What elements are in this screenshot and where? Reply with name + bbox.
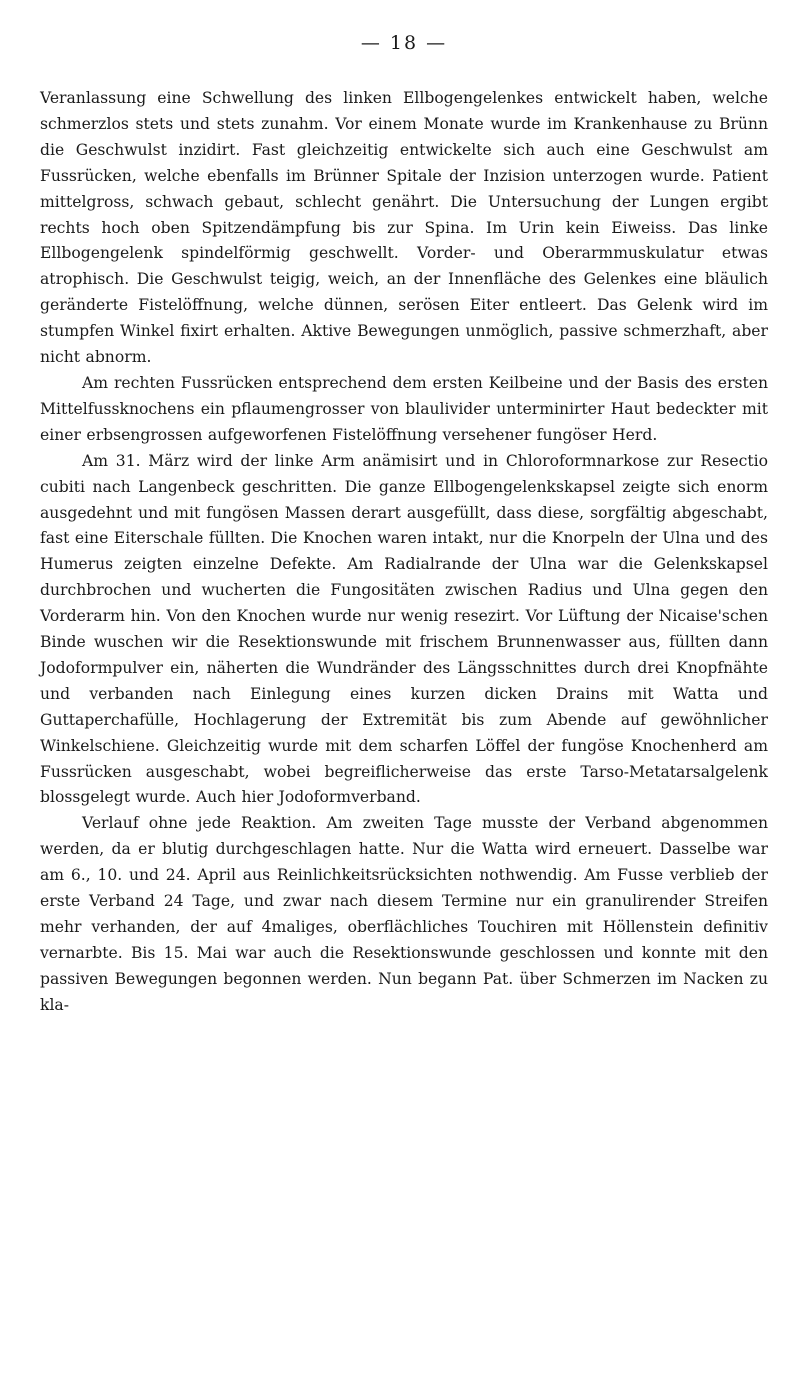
document-page [40,28,768,1378]
paragraph-3: Am 31. März wird der linke Arm anämisirt und in Chloroformnarkose zur Resectio cubiti nach Langenbeck geschritten. Die ganze Ellbogengelenkskapsel zeigte sich enorm ausgedehnt und mit fungösen Massen derart ausgefüllt, dass diese, sorgfältig abgeschabt, fast eine Eiterschale füllten. Die Knochen waren intakt, nur die Knorpeln der Ulna und des Humerus zeigten einzelne Defekte. Am Radialrande der Ulna war die Gelenkskapsel durchbrochen und wucherten die Fungositäten zwischen Radius und Ulna gegen den Vorderarm hin. Von den Knochen wurde nur wenig resezirt. Vor Lüftung der Nicaise'schen Binde wuschen wir die Resektionswunde mit frischem Brunnenwasser aus, füllten dann Jodoformpulver ein, näherten die Wundränder des Längsschnittes durch drei Knopfnähte und verbanden nach Einlegung eines kurzen dicken Drains mit Watta und Guttaperchafülle, Hochlagerung der Extremität bis zum Abende auf gewöhnlicher Winkelschiene. Gleichzeitig wurde mit dem scharfen Löffel der fungöse Knochenherd am Fussrücken ausgeschabt, wobei begreiflicherweise das erste Tarso-Metatarsalgelenk blossgelegt wurde. Auch hier Jodoformverband. [40,451,768,807]
paragraph-4: Verlauf ohne jede Reaktion. Am zweiten Tage musste der Verband abgenommen werden, da er blutig durchgeschlagen hatte. Nur die Watta wird erneuert. Dasselbe war am 6., 10. und 24. April aus Reinlichkeitsrücksichten nothwendig. Am Fusse verblieb der erste Verband 24 Tage, und zwar nach diesem Termine nur ein granulirender Streifen mehr verhanden, der auf 4maliges, oberflächliches Touchiren mit Höllenstein definitiv vernarbte. Bis 15. Mai war auch die Resektionswunde geschlossen und konnte mit den passiven Bewegungen begonnen werden. Nun begann Pat. über Schmerzen im Nacken zu kla- [40,814,768,1014]
page-number: — 18 — [360,32,448,54]
paragraph-2: Am rechten Fussrücken entsprechend dem ersten Keilbeine und der Basis des ersten Mittelfussknochens ein pflaumengrosser von blaulivider unterminirter Haut bedeckter mit einer erbsengrossen aufgeworfenen Fistelöffnung versehener fungöser Herd. [40,373,768,444]
paragraph-1: Veranlassung eine Schwellung des linken Ellbogengelenkes entwickelt haben, welche schmerzlos stets und stets zunahm. Vor einem Monate wurde im Krankenhause zu Brünn die Geschwulst inzidirt. Fast gleichzeitig entwickelte sich auch eine Geschwulst am Fussrücken, welche ebenfalls im Brünner Spitale der Inzision unterzogen wurde. Patient mittelgross, schwach gebaut, schlecht genährt. Die Untersuchung der Lungen ergibt rechts hoch oben Spitzendämpfung bis zur Spina. Im Urin kein Eiweiss. Das linke Ellbogengelenk spindelförmig geschwellt. Vorder- und Oberarmmuskulatur etwas atrophisch. Die Geschwulst teigig, weich, an der Innenfläche des Gelenkes eine bläulich geränderte Fistelöffnung, welche dünnen, serösen Eiter entleert. Das Gelenk wird im stumpfen Winkel fixirt erhalten. Aktive Bewegungen unmöglich, passive schmerzhaft, aber nicht abnorm. [40,89,768,367]
